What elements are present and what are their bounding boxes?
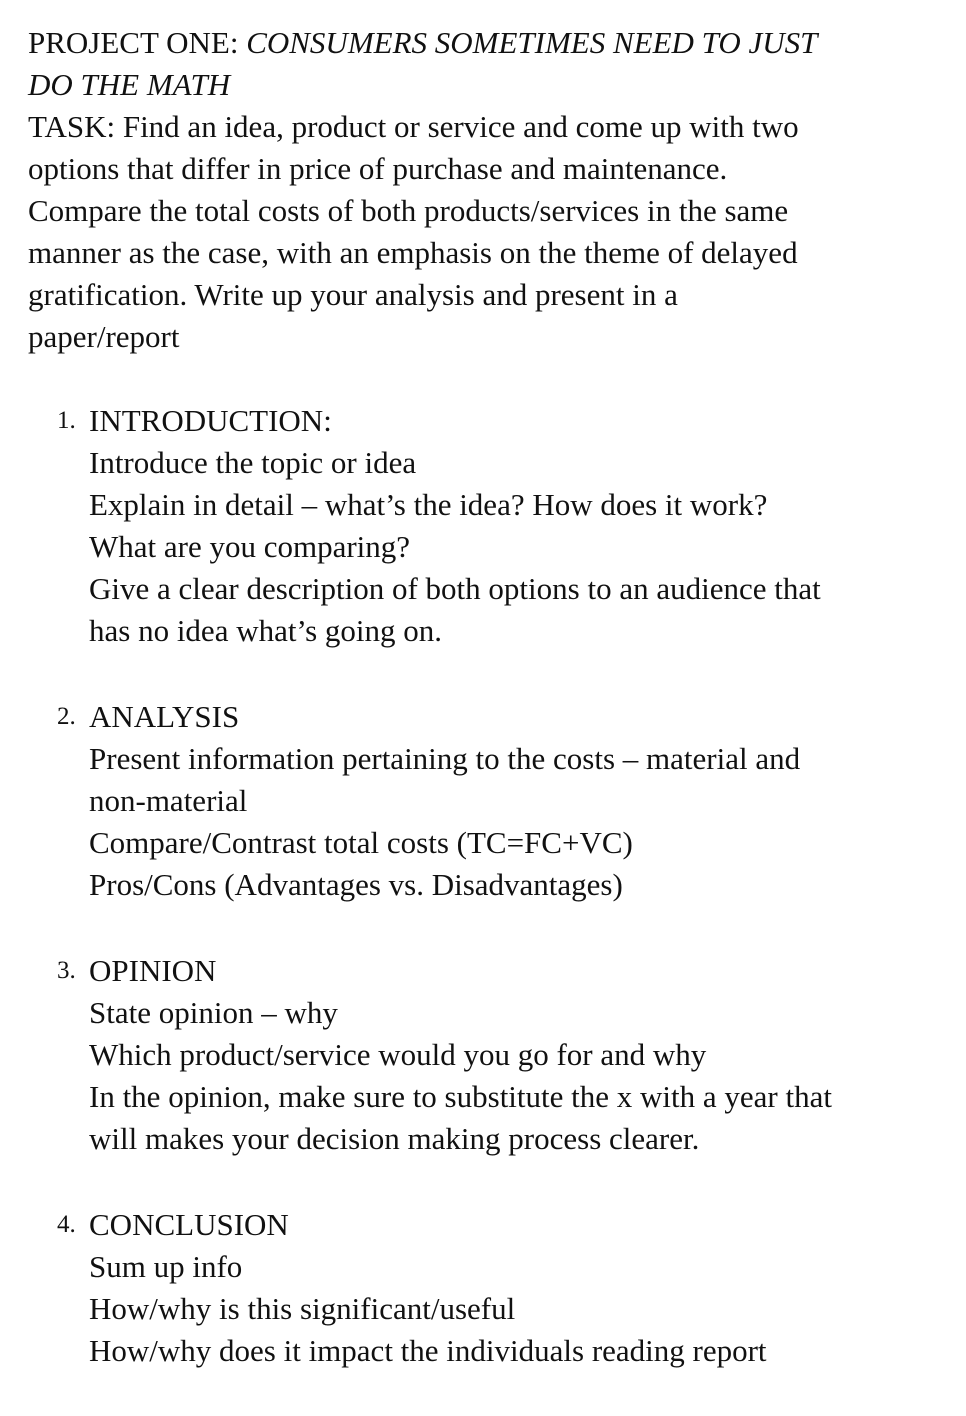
task-line: paper/report: [28, 319, 180, 354]
section-title: OPINION: [89, 953, 217, 988]
section-heading: [28, 950, 940, 992]
task-line: Compare the total costs of both products/services in the same: [28, 193, 789, 228]
section-line: Explain in detail – what’s the idea? How does it work?: [89, 487, 768, 522]
document-page: [28, 22, 940, 1416]
section-line: In the opinion, make sure to substitute the x with a year that: [89, 1079, 832, 1114]
title-italic-part-1: CONSUMERS SOMETIMES NEED TO JUST: [246, 25, 818, 60]
title-prefix: PROJECT ONE:: [28, 25, 247, 60]
task-line: TASK: Find an idea, product or service and come up with two: [28, 109, 799, 144]
section-heading: [28, 1204, 940, 1246]
section-analysis: [28, 696, 940, 906]
task-line: manner as the case, with an emphasis on the theme of delayed: [28, 235, 798, 270]
title-line-2: DO THE MATH: [28, 67, 231, 102]
section-number: 2.: [57, 703, 76, 730]
section-line: Present information pertaining to the costs – material and: [89, 741, 801, 776]
task-line: options that differ in price of purchase and maintenance.: [28, 151, 728, 186]
section-introduction: [28, 400, 940, 652]
section-number: 1.: [57, 407, 76, 434]
section-line: Introduce the topic or idea: [89, 445, 417, 480]
section-line: has no idea what’s going on.: [89, 613, 443, 648]
section-number: 3.: [57, 957, 76, 984]
section-heading: [28, 400, 940, 442]
section-line: Give a clear description of both options to an audience that: [89, 571, 821, 606]
section-line: What are you comparing?: [89, 529, 411, 564]
section-number: 4.: [57, 1211, 76, 1238]
section-title: ANALYSIS: [89, 699, 240, 734]
project-title: [28, 22, 940, 106]
section-line: How/why does it impact the individuals reading report: [89, 1333, 767, 1368]
section-title: CONCLUSION: [89, 1207, 289, 1242]
section-conclusion: [28, 1204, 940, 1372]
title-line-1: [28, 22, 940, 64]
section-opinion: [28, 950, 940, 1160]
section-line: Compare/Contrast total costs (TC=FC+VC): [89, 825, 633, 860]
section-line: will makes your decision making process clearer.: [89, 1121, 700, 1156]
section-heading: [28, 696, 940, 738]
section-line: Sum up info: [89, 1249, 243, 1284]
section-title: INTRODUCTION:: [89, 403, 332, 438]
section-line: How/why is this significant/useful: [89, 1291, 516, 1326]
section-line: non-material: [89, 783, 248, 818]
task-paragraph: [28, 106, 940, 358]
section-line: Pros/Cons (Advantages vs. Disadvantages): [89, 867, 623, 902]
task-line: gratification. Write up your analysis and present in a: [28, 277, 678, 312]
section-line: Which product/service would you go for and why: [89, 1037, 707, 1072]
section-line: State opinion – why: [89, 995, 338, 1030]
section-list: [28, 400, 940, 1372]
